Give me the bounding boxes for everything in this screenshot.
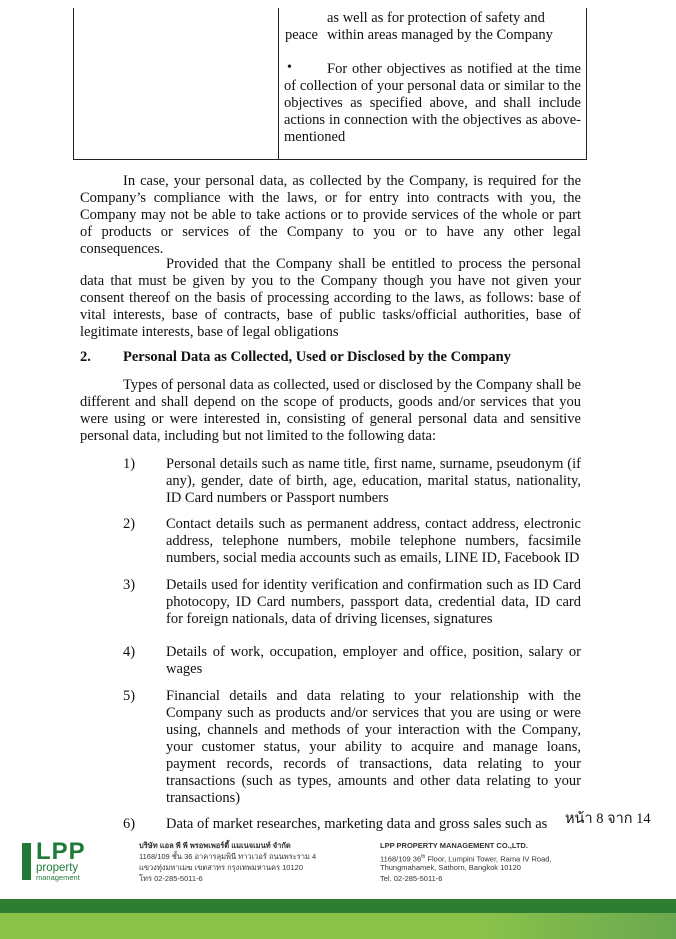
footer-thai-company: บริษัท แอล พี พี พรอพเพอร์ตี้ แมเนจเมนท์ จำกัด (139, 841, 291, 850)
footer-band-dark (0, 899, 676, 913)
footer-en-address-1-pre: 1168/109 36 (380, 854, 422, 864)
bullet-icon: • (287, 60, 292, 75)
footer-band-light (0, 913, 676, 939)
table-cell-line1: as well as for protection of safety and (327, 10, 545, 26)
paragraph-legal-consequences: In case, your personal data, as collected by the Company, is required for the Company’s compliance with the laws, or for entry into contracts with you, the Company may not be able to take actions or to provide services of the whole or part of products or services of the Company to you or to have any other legal consequences. (80, 173, 581, 257)
logo-subtitle: property (36, 862, 79, 874)
footer-thai-address-1: 1168/109 ชั้น 36 อาคารลุมพินี ทาวเวอร์ ถนนพระราม 4 (139, 852, 317, 861)
page-number: หน้า 8 จาก 14 (565, 811, 651, 827)
footer-en-address-1-post: Floor, Lumpini Tower, Rama IV Road, (425, 854, 552, 864)
footer-thai-address-2: แขวงทุ่งมหาเมฆ เขตสาทร กรุงเทพมหานคร 10120 (139, 863, 303, 872)
list-item-number: 5) (123, 688, 136, 704)
paragraph-processing-basis: Provided that the Company shall be entitled to process the personal data that must be given by you to the Company though you have not given your consent thereof on the basis of processing according to the laws, as follows: base of vital interests, base of contracts, base of public tasks/official authorities, base of legitimate interests, base of legal obligations (80, 256, 581, 340)
section-title: Personal Data as Collected, Used or Disclosed by the Company (123, 349, 511, 365)
section-intro: Types of personal data as collected, used or disclosed by the Company shall be different and shall depend on the scope of products, goods and/or services that you were using or were interested in, consisting of general personal data and sensitive personal data, including but not limited to the following data: (80, 377, 581, 444)
footer-en-company: LPP PROPERTY MANAGEMENT CO.,LTD. (380, 841, 528, 850)
list-item: Personal details such as name title, first name, surname, pseudonym (if any), gender, date of birth, age, education, marital status, nationality, ID Card numbers or Passport numbers (166, 456, 581, 506)
table-column-divider (278, 8, 279, 159)
table-cell-bullet-text: For other objectives as notified at the time of collection of your personal data or similar to the objectives as specified above, and shall include actions in connection with the objectives as above-mentioned (284, 61, 581, 145)
logo: LPP (36, 838, 86, 865)
footer-en-address-1-sup: th (421, 854, 426, 860)
list-item-number: 6) (123, 816, 136, 832)
list-item-number: 1) (123, 456, 136, 472)
table-cell-line2-left: peace (285, 27, 318, 43)
logo-bar-icon (22, 843, 31, 880)
list-item-number: 2) (123, 516, 136, 532)
list-item: Financial details and data relating to your relationship with the Company such as products and/or services that you are using or were using, channels and methods of your interaction with the Company, your customer status, your ability to acquire and manage loans, payment records, records of transactions, data relating to your transactions (such as types, amounts and other data relating to your transactions) (166, 688, 581, 806)
list-item-number: 4) (123, 644, 136, 660)
list-item-number: 3) (123, 577, 136, 593)
list-item: Contact details such as permanent address, contact address, electronic address, telephone numbers, mobile telephone numbers, facsimile numbers, social media accounts such as emails, LINE ID, Facebook ID (166, 516, 581, 566)
section-number: 2. (80, 349, 91, 365)
footer-en-tel: Tel. 02-285-5011-6 (380, 874, 443, 883)
table-cell-line2-right: within areas managed by the Company (327, 27, 553, 43)
list-item: Details used for identity verification and confirmation such as ID Card photocopy, ID Card numbers, passport data, credential data, ID card for foreign nationals, data of driving licenses, signatures (166, 577, 581, 627)
list-item: Details of work, occupation, employer and office, position, salary or wages (166, 644, 581, 677)
footer-en-address-2: Thungmahamek, Sathorn, Bangkok 10120 (380, 863, 521, 872)
list-item: Data of market researches, marketing data and gross sales such as (166, 816, 548, 832)
footer-thai-tel: โทร 02-285-5011-6 (139, 874, 203, 883)
logo-tagline: management (36, 873, 80, 882)
